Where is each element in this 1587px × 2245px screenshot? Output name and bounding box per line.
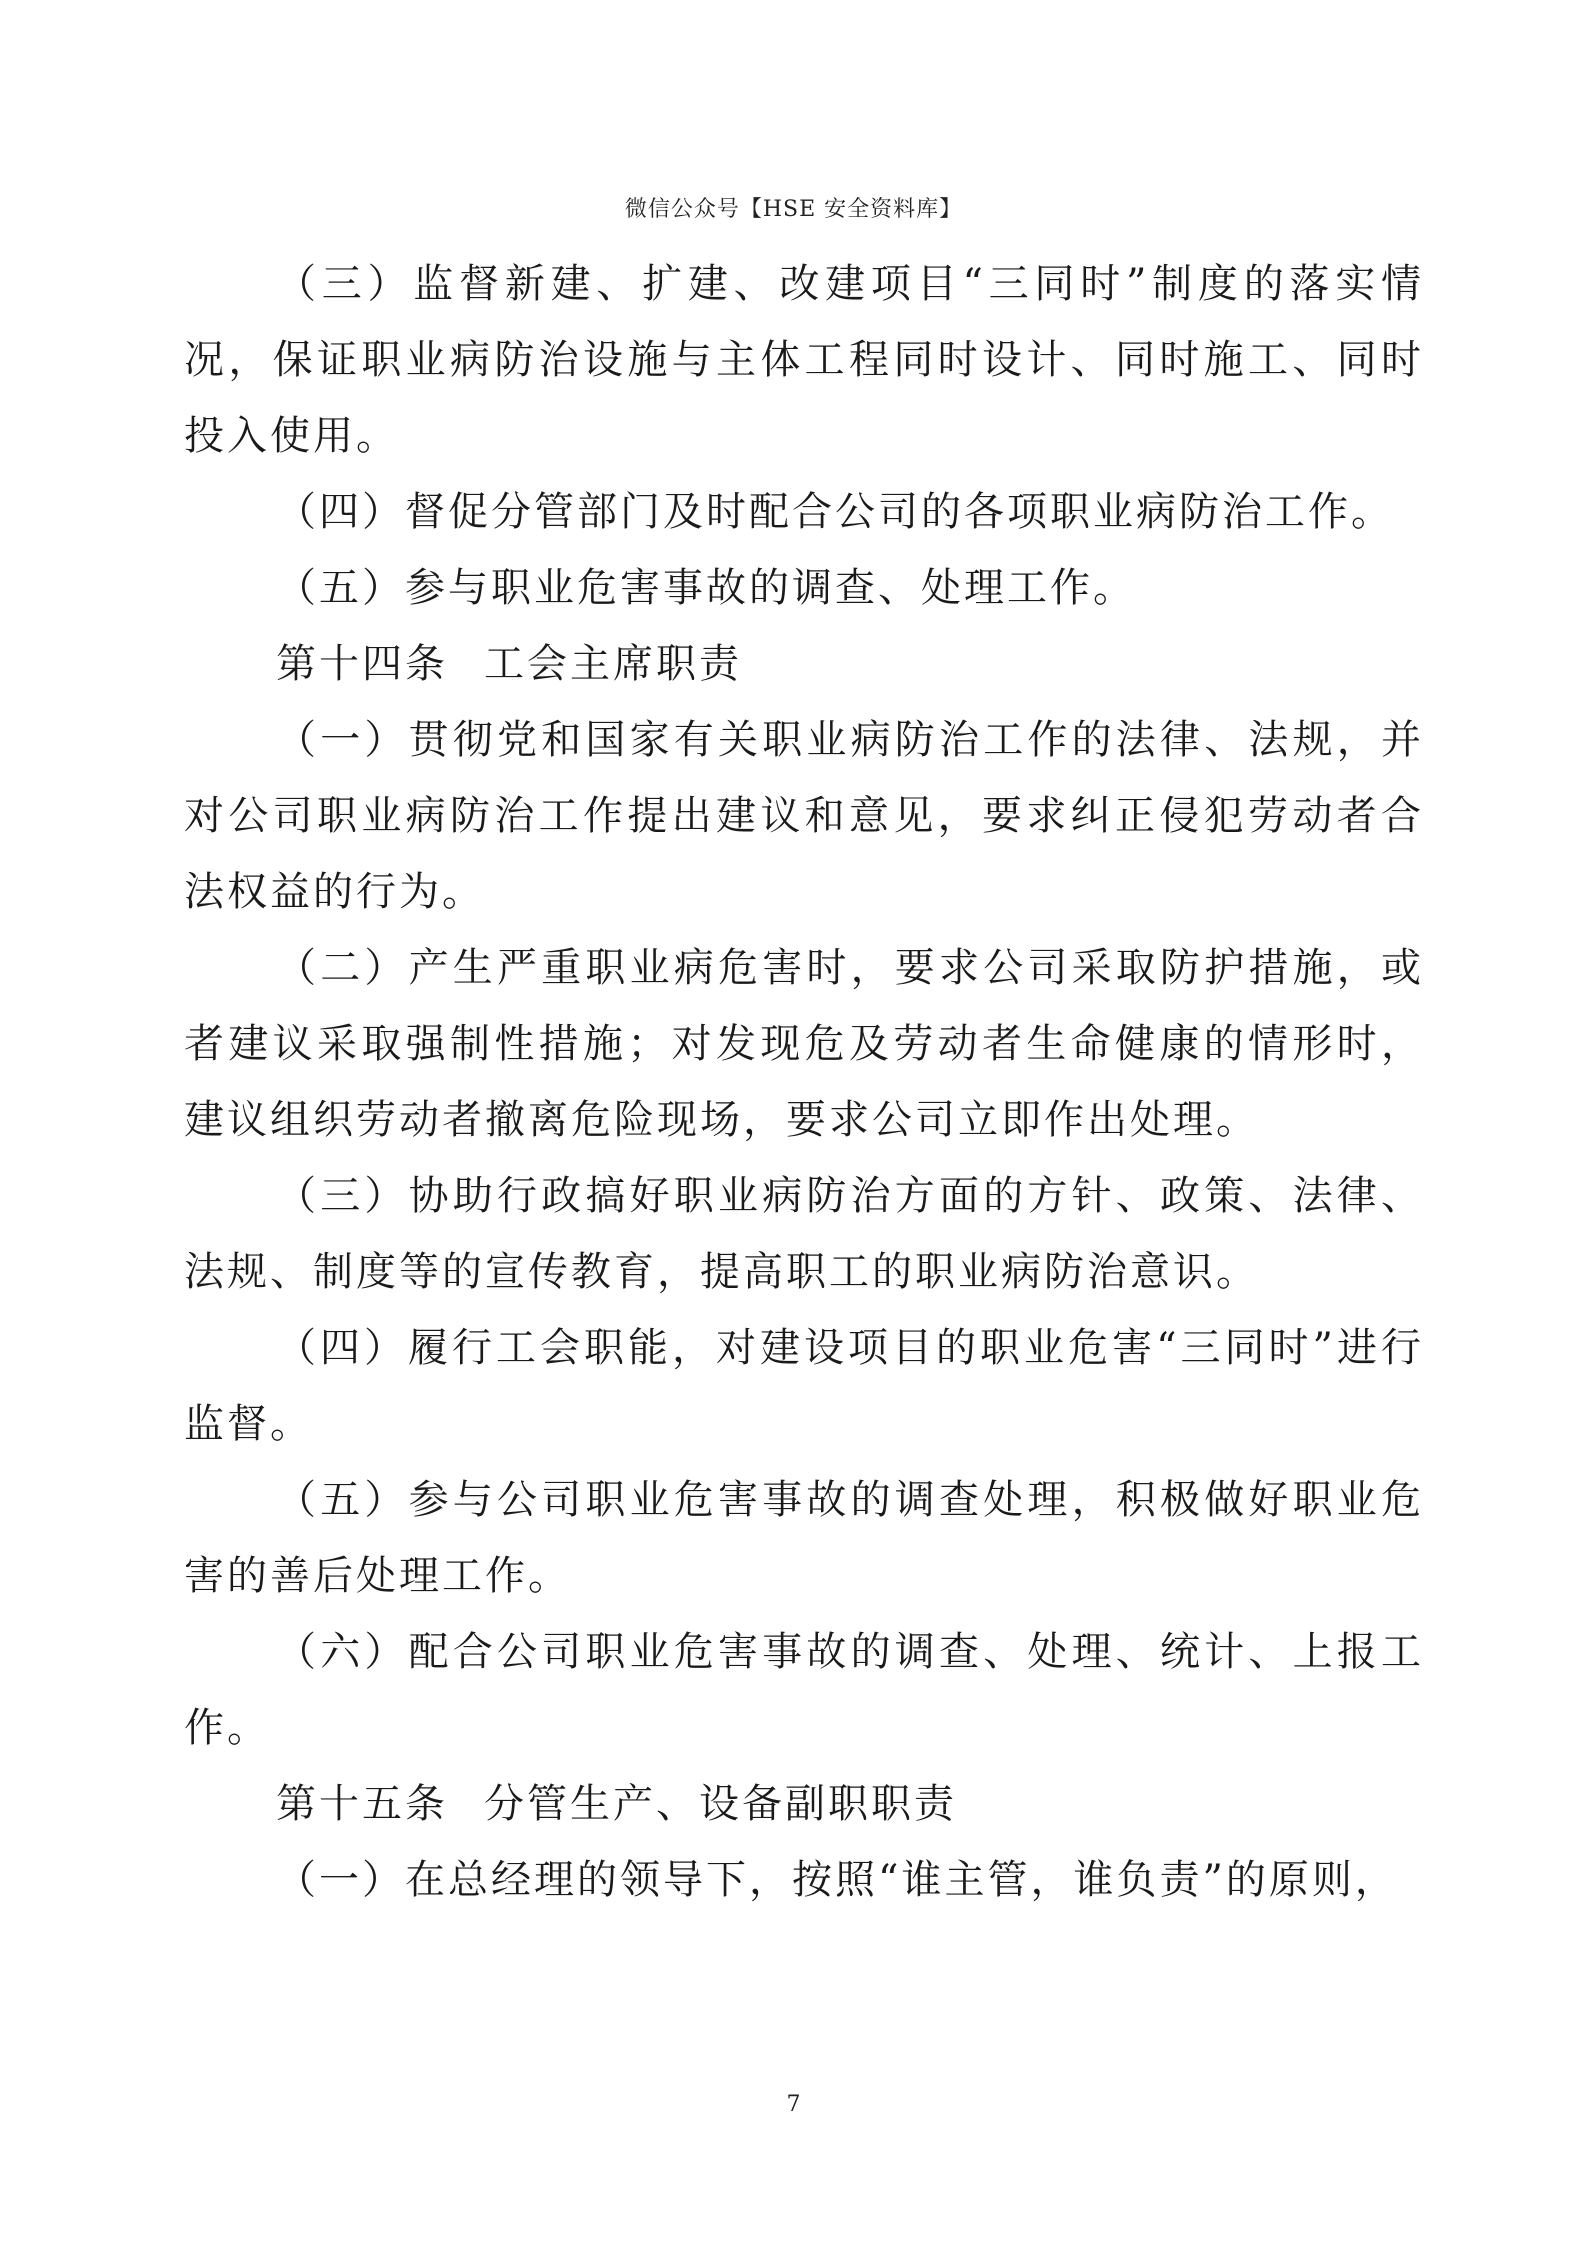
article-15-number: 第十五条 [276, 1781, 448, 1827]
document-body [184, 246, 1424, 1918]
article-14-heading [184, 626, 1424, 702]
paragraph-item-5: （五）参与职业危害事故的调查、处理工作。 [276, 565, 1136, 611]
article-14-item-3: （三）协助行政搞好职业病防治方面的方针、政策、法律、法规、制度等的宣传教育，提高职工的职业病防治意识。 [184, 1173, 1424, 1295]
article-14-item-6: （六）配合公司职业危害事故的调查、处理、统计、上报工作。 [184, 1629, 1424, 1751]
page-number: 7 [786, 2092, 801, 2117]
article-14-number: 第十四条 [276, 641, 448, 687]
article-14-item-5: （五）参与公司职业危害事故的调查处理，积极做好职业危害的善后处理工作。 [184, 1477, 1424, 1599]
page-header: 微信公众号【HSE 安全资料库】 [624, 197, 963, 222]
paragraph-item-4: （四）督促分管部门及时配合公司的各项职业病防治工作。 [276, 489, 1394, 535]
article-15-heading [184, 1766, 1424, 1842]
paragraph-item-3: （三）监督新建、扩建、改建项目“三同时”制度的落实情况，保证职业病防治设施与主体工程同时设计、同时施工、同时投入使用。 [184, 261, 1424, 459]
article-15-title: 分管生产、设备副职职责 [484, 1781, 957, 1827]
article-14-title: 工会主席职责 [484, 641, 742, 687]
article-15-item-1: （一）在总经理的领导下，按照“谁主管，谁负责”的原则， [276, 1857, 1398, 1903]
article-14-item-1: （一）贯彻党和国家有关职业病防治工作的法律、法规，并对公司职业病防治工作提出建议和意见，要求纠正侵犯劳动者合法权益的行为。 [184, 717, 1424, 915]
article-14-item-4: （四）履行工会职能，对建设项目的职业危害“三同时”进行监督。 [184, 1325, 1424, 1447]
article-14-item-2: （二）产生严重职业病危害时，要求公司采取防护措施，或者建议采取强制性措施；对发现危及劳动者生命健康的情形时，建议组织劳动者撤离危险现场，要求公司立即作出处理。 [184, 945, 1424, 1143]
